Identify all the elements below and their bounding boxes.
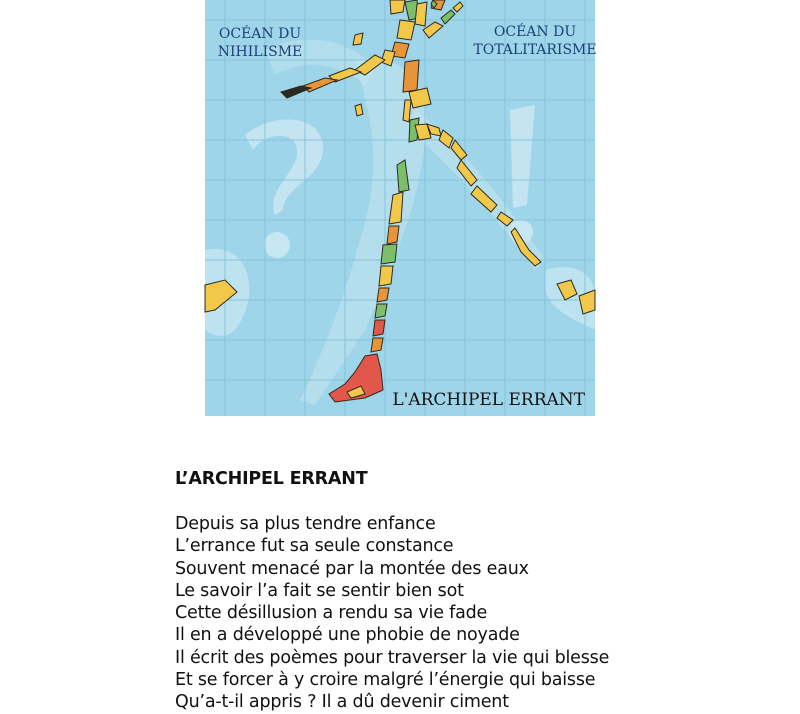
poem-line: Depuis sa plus tendre enfance xyxy=(175,514,436,534)
poem-line: Qu’a-t-il appris ? Il a dû devenir ciment xyxy=(175,692,509,713)
left-ocean-label-line-1: OCÉAN DU xyxy=(218,26,302,42)
right-ocean-label-line-1: OCÉAN DU xyxy=(493,24,577,40)
map-caption: L'ARCHIPEL ERRANT xyxy=(392,390,585,410)
poem-line: Il en a développé une phobie de noyade xyxy=(175,625,520,646)
poem-line: Cette désillusion a rendu sa vie fade xyxy=(175,603,488,624)
poem-line: Et se forcer à y croire malgré l’énergie qui baisse xyxy=(175,670,596,691)
left-ocean-label-line-2: NIHILISME xyxy=(217,44,303,60)
poem-line: Le savoir l’a fait se sentir bien sot xyxy=(175,580,464,601)
poem-line: Il écrit des poèmes pour traverser la vie qui blesse xyxy=(175,647,610,668)
poem-title: L’ARCHIPEL ERRANT xyxy=(175,469,368,489)
archipelago-map-illustration xyxy=(205,0,595,416)
map-drawing xyxy=(205,0,595,416)
poem xyxy=(175,468,695,714)
right-ocean-label-line-2: TOTALITARISME xyxy=(473,42,597,58)
poem-line: L’errance fut sa seule constance xyxy=(175,536,454,557)
poem-line: Souvent menacé par la montée des eaux xyxy=(175,558,529,579)
